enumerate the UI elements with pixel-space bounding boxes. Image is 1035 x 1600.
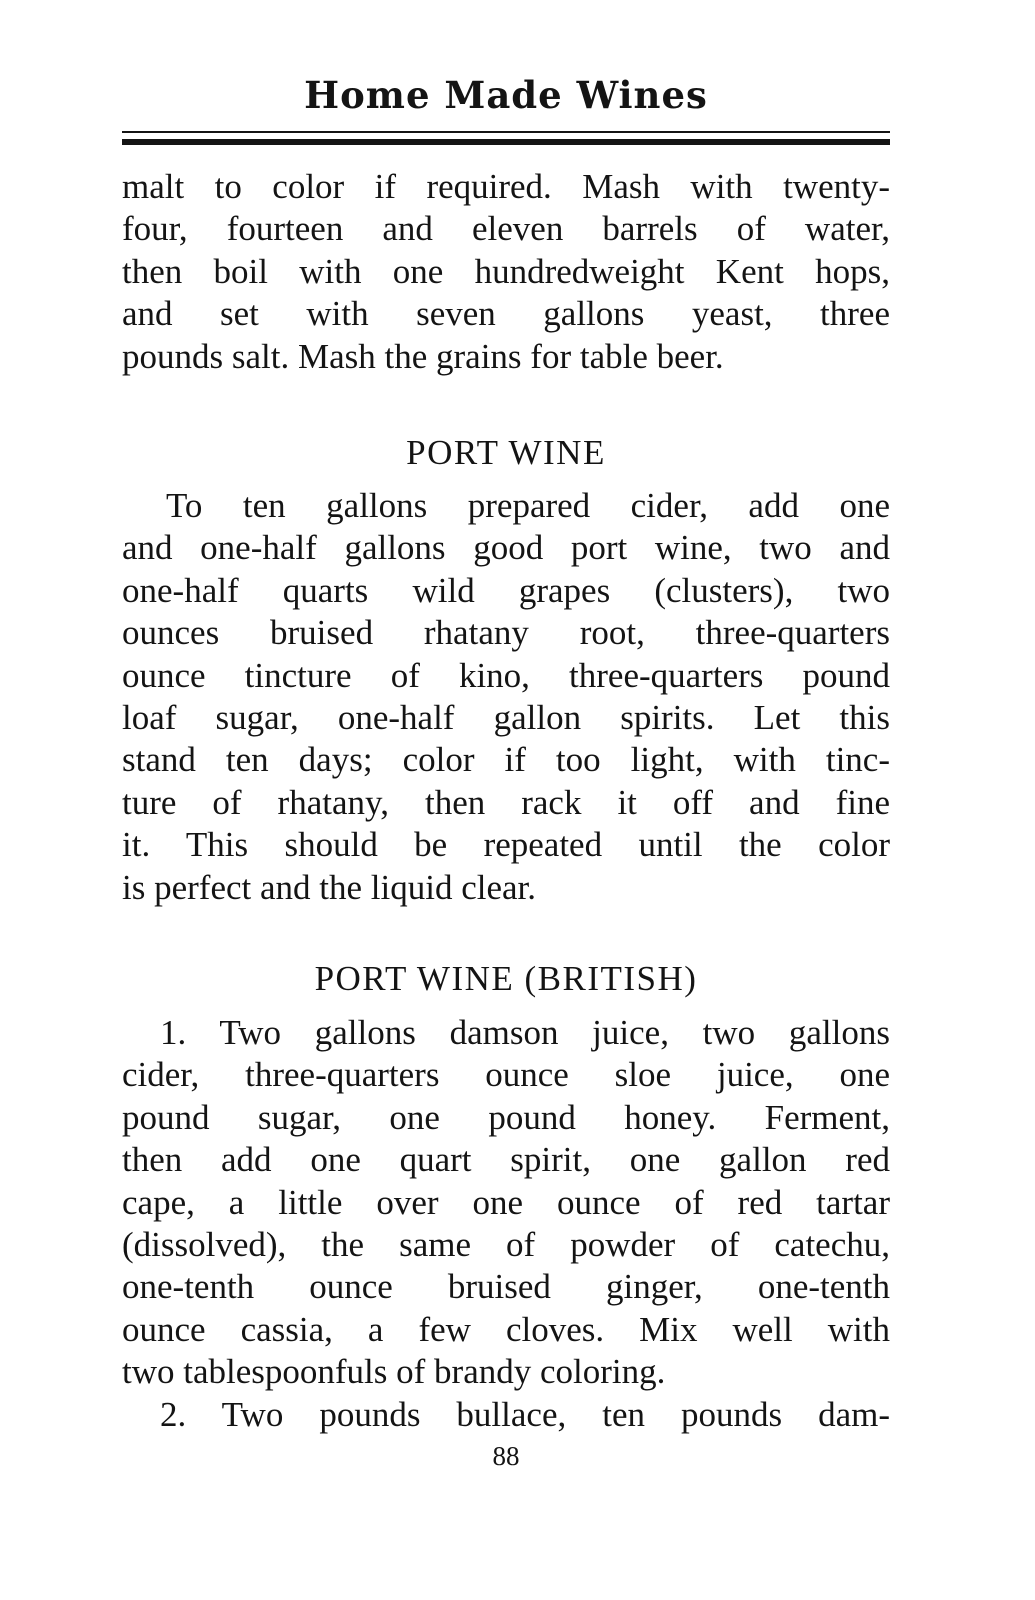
text-line: four, fourteen and eleven barrels of water, [122,209,890,249]
section-heading-port-wine-british: PORT WINE (BRITISH) [314,959,698,998]
intro-paragraph [122,166,890,378]
text-line: 2. Two pounds bullace, ten pounds dam- [160,1394,890,1434]
text-line: it. This should be repeated until the color [122,825,890,865]
text-line: ounce cassia, a few cloves. Mix well with [122,1309,890,1349]
text-line: two tablespoonfuls of brandy coloring. [122,1352,666,1392]
text-line: stand ten days; color if too light, with tinc- [122,740,890,780]
running-head: Home Made Wines [304,73,708,117]
text-line: cape, a little over one ounce of red tartar [122,1182,890,1222]
text-line: ounce tincture of kino, three-quarters pound [122,655,890,695]
text-line: (dissolved), the same of powder of catechu, [122,1224,890,1264]
text-line: one-half quarts wild grapes (clusters), two [122,570,890,610]
text-line: and set with seven gallons yeast, three [122,294,890,334]
text-line: ounces bruised rhatany root, three-quarters [122,613,890,653]
page-number: 88 [492,1441,520,1471]
text-line: then add one quart spirit, one gallon red [122,1140,890,1180]
text-line: loaf sugar, one-half gallon spirits. Let this [122,697,890,737]
text-line: malt to color if required. Mash with twenty- [122,167,890,206]
text-line: then boil with one hundredweight Kent hops, [122,251,890,291]
text-line: cider, three-quarters ounce sloe juice, one [122,1055,890,1095]
text-line: pounds salt. Mash the grains for table beer. [122,336,724,376]
text-line: ture of rhatany, then rack it off and fine [122,782,890,822]
text-line: To ten gallons prepared cider, add one [166,486,890,525]
text-line: one-tenth ounce bruised ginger, one-tenth [122,1267,890,1307]
text-line: 1. Two gallons damson juice, two gallons [160,1013,890,1052]
text-line: and one-half gallons good port wine, two and [122,528,890,568]
header-rule-thin [122,131,890,133]
port-wine-paragraph [122,485,890,909]
header-rule-thick [122,139,890,145]
text-line: pound sugar, one pound honey. Ferment, [122,1097,890,1137]
section-heading-port-wine: PORT WINE [406,433,606,472]
text-line: is perfect and the liquid clear. [122,867,537,907]
port-wine-british-paragraph [122,1012,890,1436]
